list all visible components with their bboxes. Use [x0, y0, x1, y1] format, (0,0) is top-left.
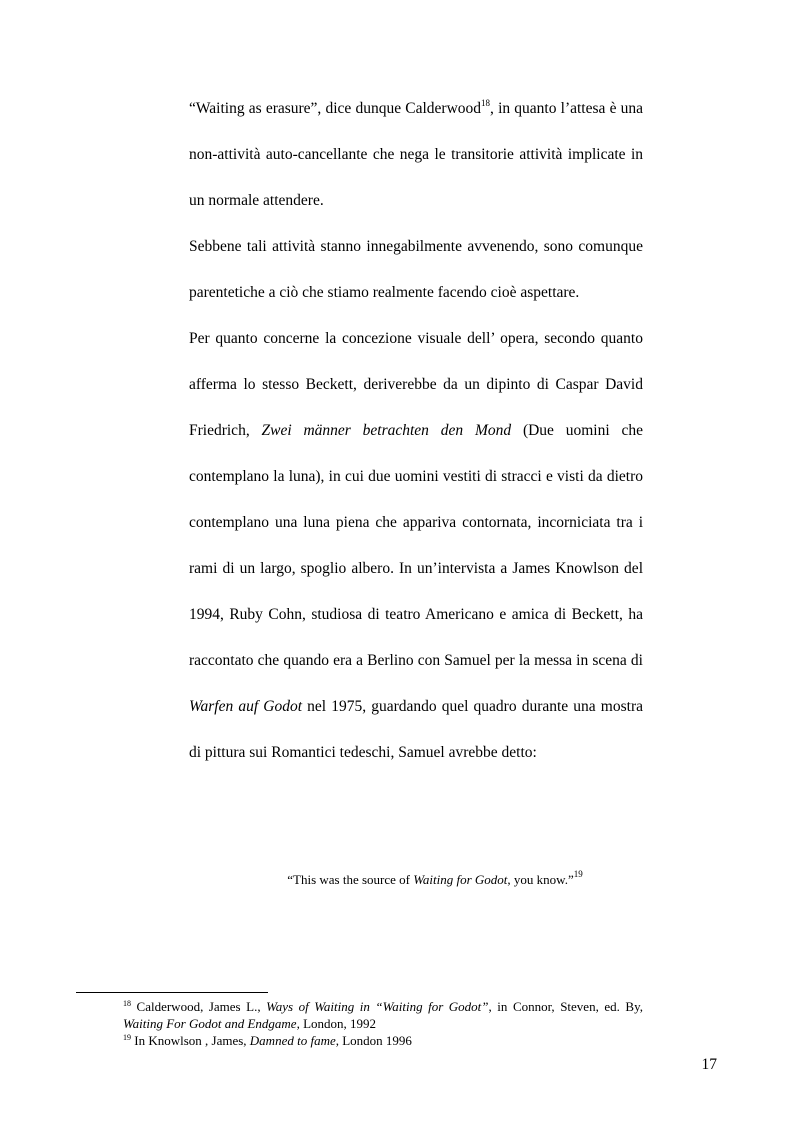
footnote-text: , in Connor, Steven, ed. By,: [488, 999, 643, 1014]
footnote-text: London, 1992: [299, 1016, 377, 1031]
painting-title: Zwei männer betrachten den Mond: [261, 422, 512, 439]
footnote-ref-18[interactable]: 18: [481, 98, 491, 108]
paragraph-1-text-a: “Waiting as erasure”, dice dunque Calderwood: [189, 100, 482, 117]
footnote-18: [123, 998, 643, 1032]
footnote-text: Calderwood, James L.,: [131, 999, 267, 1014]
paragraph-3-text-b: (Due uomini che contemplano la luna), in cui due uomini vestiti di stracci e visti da dietro contemplano una luna piena che appariva contornata, incorniciata tra i rami di un largo, spoglio albero. In un’intervista a James Knowlson del 1994, Ruby Cohn, studiosa di teatro Americano e amica di Beckett, ha raccontato che quando era a Berlino con Samuel per la messa in scena di: [189, 422, 643, 669]
paragraph-1: [189, 86, 643, 224]
production-title: Warfen auf Godot: [189, 698, 303, 715]
paragraph-2-text: Sebbene tali attività stanno innegabilmente avvenendo, sono comunque parentetiche a ciò che stiamo realmente facendo cioè aspettare.: [189, 238, 643, 301]
quote-title: Waiting for Godot: [413, 872, 508, 887]
footnote-text: , London 1996: [335, 1033, 412, 1048]
footnote-number: 18: [123, 999, 131, 1008]
footnote-ref-19[interactable]: 19: [573, 869, 583, 879]
paragraph-3-text-a: Per quanto concerne la concezione visuale dell’ opera, secondo quanto afferma lo stesso Beckett, deriverebbe da un dipinto di Caspar David Friedrich,: [189, 330, 643, 439]
quote-text-b: , you know.”: [507, 872, 574, 887]
footnote-title: Ways of Waiting in “Waiting for Godot”: [266, 999, 489, 1014]
footnote-number: 19: [123, 1033, 131, 1042]
block-quote: [200, 869, 670, 888]
paragraph-3: [189, 316, 643, 776]
footnote-title: Damned to fame: [249, 1033, 336, 1048]
footnote-title: Waiting For Godot and Endgame,: [123, 1016, 300, 1031]
paragraph-2: [189, 224, 643, 316]
body-text: [189, 86, 643, 776]
quote-text-a: “This was the source of: [287, 872, 414, 887]
footnote-19: [123, 1032, 643, 1049]
paragraph-1-text-b: , in quanto l’attesa è una non-attività auto-cancellante che nega le transitorie attività implicate in un normale attendere.: [189, 100, 643, 209]
footnote-text: In Knowlson , James,: [131, 1033, 250, 1048]
footnotes: [123, 998, 643, 1049]
footnote-separator: [76, 992, 268, 993]
paragraph-3-text-c: nel 1975, guardando quel quadro durante una mostra di pittura sui Romantici tedeschi, Samuel avrebbe detto:: [189, 698, 643, 761]
page-number: 17: [701, 1056, 717, 1073]
